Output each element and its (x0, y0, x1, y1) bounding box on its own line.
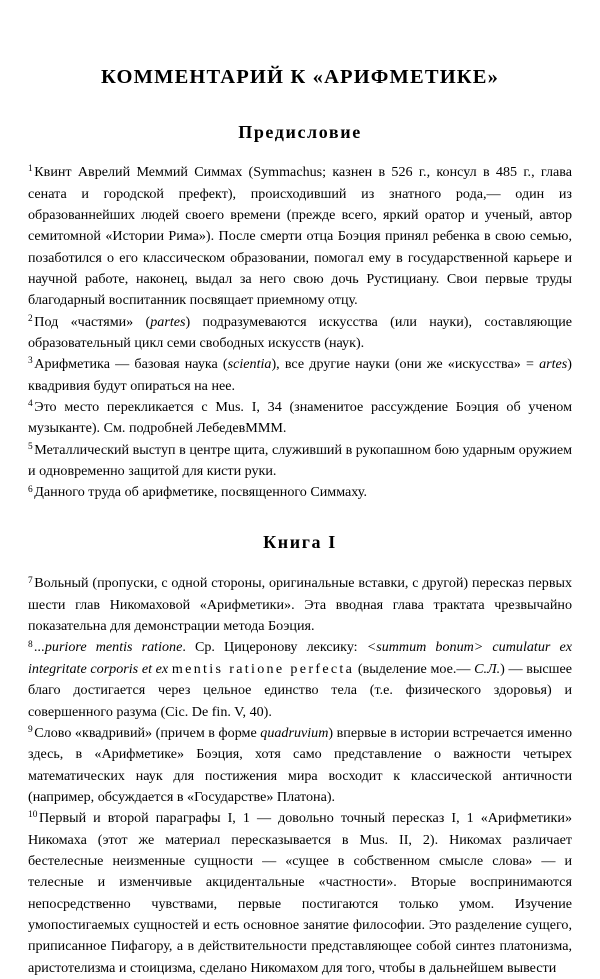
note-paragraph (28, 440, 572, 483)
note-text: ), все другие науки (они же «искусства» = (271, 356, 540, 373)
note-paragraph (28, 808, 572, 979)
note-paragraph (28, 397, 572, 440)
note-marker: 6 (28, 484, 33, 495)
page-title: КОММЕНТАРИЙ К «АРИФМЕТИКЕ» (100, 66, 500, 88)
note-text-italic: scientia (227, 356, 272, 373)
note-text: Слово «квадривий» (причем в форме (34, 724, 261, 741)
note-marker: 9 (28, 724, 33, 735)
section-heading-preface: Предисловие (238, 121, 362, 142)
section-preface (28, 90, 572, 504)
note-marker: 7 (28, 575, 33, 586)
note-text: . Ср. Цицеронову лексику: (182, 639, 367, 656)
note-text: Арифметика — базовая наука ( (34, 356, 228, 373)
note-text-italic: <summum bonum> cumulatur ex integritate corporis et ex (28, 639, 572, 677)
note-paragraph (28, 312, 572, 355)
note-text: Вольный (пропуски, с одной стороны, оригинальные вставки, с другой) пересказ первых шести глав Никомаховой «Арифметики». Эта вводная глава трактата чрезвычайно показательна для демонстрации метода Боэция. (28, 575, 572, 635)
note-marker: 10 (28, 810, 38, 821)
note-text: Под «частями» ( (34, 313, 151, 330)
section-heading-book-1: Книга I (263, 531, 337, 552)
note-marker: 8 (28, 639, 33, 650)
note-text: ) — высшее благо достигается через цельное единство тела (т.е. физического здоровья) и совершенного разума (Cic. De fin. V, 40). (28, 660, 573, 720)
note-paragraph (28, 354, 572, 397)
section-book-1 (28, 504, 572, 979)
note-text-italic: quadruvium (260, 724, 329, 741)
note-paragraph (28, 162, 572, 311)
note-text: Первый и второй параграфы I, 1 — довольно точный пересказ I, 1 «Арифметики» Никомаха (этот же материал пересказывается в Mus. II, 2). Никомах различает бестелесные неизменные сущности — «сущее в собственном смысле слова» — и телесные и изменчивые акцидентальные «частности». Вторые воспринимаются непосредственно чувствами, первые постигаются только умом. Изучение умопостигаемых сущностей и есть основное занятие философии. Это разделение сущего, приписанное Пифагору, а в действительности представляющее собой синтез платонизма, аристотелизма и стоицизма, сделано Никомахом для того, чтобы в дальнейшем вывести (28, 810, 572, 976)
notes-list-book-1 (28, 552, 572, 979)
note-paragraph (28, 482, 572, 503)
note-marker: 4 (28, 399, 33, 410)
note-text: ) впервые в истории встречается именно здесь, в «Арифметике» Боэция, хотя само представление о важности четырех математических наук для постижения мира восходит к классической античности (например, обсуждается в «Государстве» Платона). (28, 724, 572, 805)
note-text: ) подразумеваются искусства (или науки), составляющие образовательный цикл семи свободных искусств (наук). (28, 313, 572, 351)
note-text: Металлический выступ в центре щита, служивший в рукопашном бою ударным оружием и одновременно защитой для кисти руки. (28, 441, 572, 480)
note-text-italic: ...puriore mentis ratione (34, 639, 183, 656)
note-paragraph (28, 637, 572, 722)
notes-list-preface (28, 142, 572, 504)
note-text: Квинт Аврелий Меммий Симмах (Symmachus; казнен в 526 г., консул в 485 г., глава сената и городской префект), происходивший из знатного рода,— один из образованнейших людей своего времени (прежде всего, яркий оратор и ученый, автор семитомной «Истории Рима»). После смерти отца Боэция принял ребенка в свою семью, позаботился о его классическом образовании, помогал ему в государственной карьере и научной работе, наконец, выдал за него свою дочь Рустициану. Свои первые труды благодарный воспитанник посвящает приемному отцу. (28, 164, 572, 309)
note-paragraph (28, 723, 572, 808)
note-text: Данного труда об арифметике, посвященного Симмаху. (34, 484, 367, 501)
note-text-italic: С.Л. (474, 660, 501, 677)
note-text-italic: partes (150, 313, 186, 330)
note-text: (выделение мое.— (354, 660, 475, 677)
note-text-italic: artes (539, 356, 568, 373)
note-marker: 2 (28, 313, 33, 324)
note-text: Это место перекликается с Mus. I, 34 (знаменитое рассуждение Боэция об ученом музыканте). См. подробней ЛебедевМММ. (28, 399, 572, 437)
note-text: ) квадривия будут опираться на нее. (28, 356, 572, 394)
note-paragraph (28, 573, 572, 637)
note-marker: 1 (28, 164, 33, 175)
note-marker: 5 (28, 441, 33, 452)
note-marker: 3 (28, 356, 33, 367)
note-text-tracked: mentis ratione perfecta (171, 660, 355, 677)
